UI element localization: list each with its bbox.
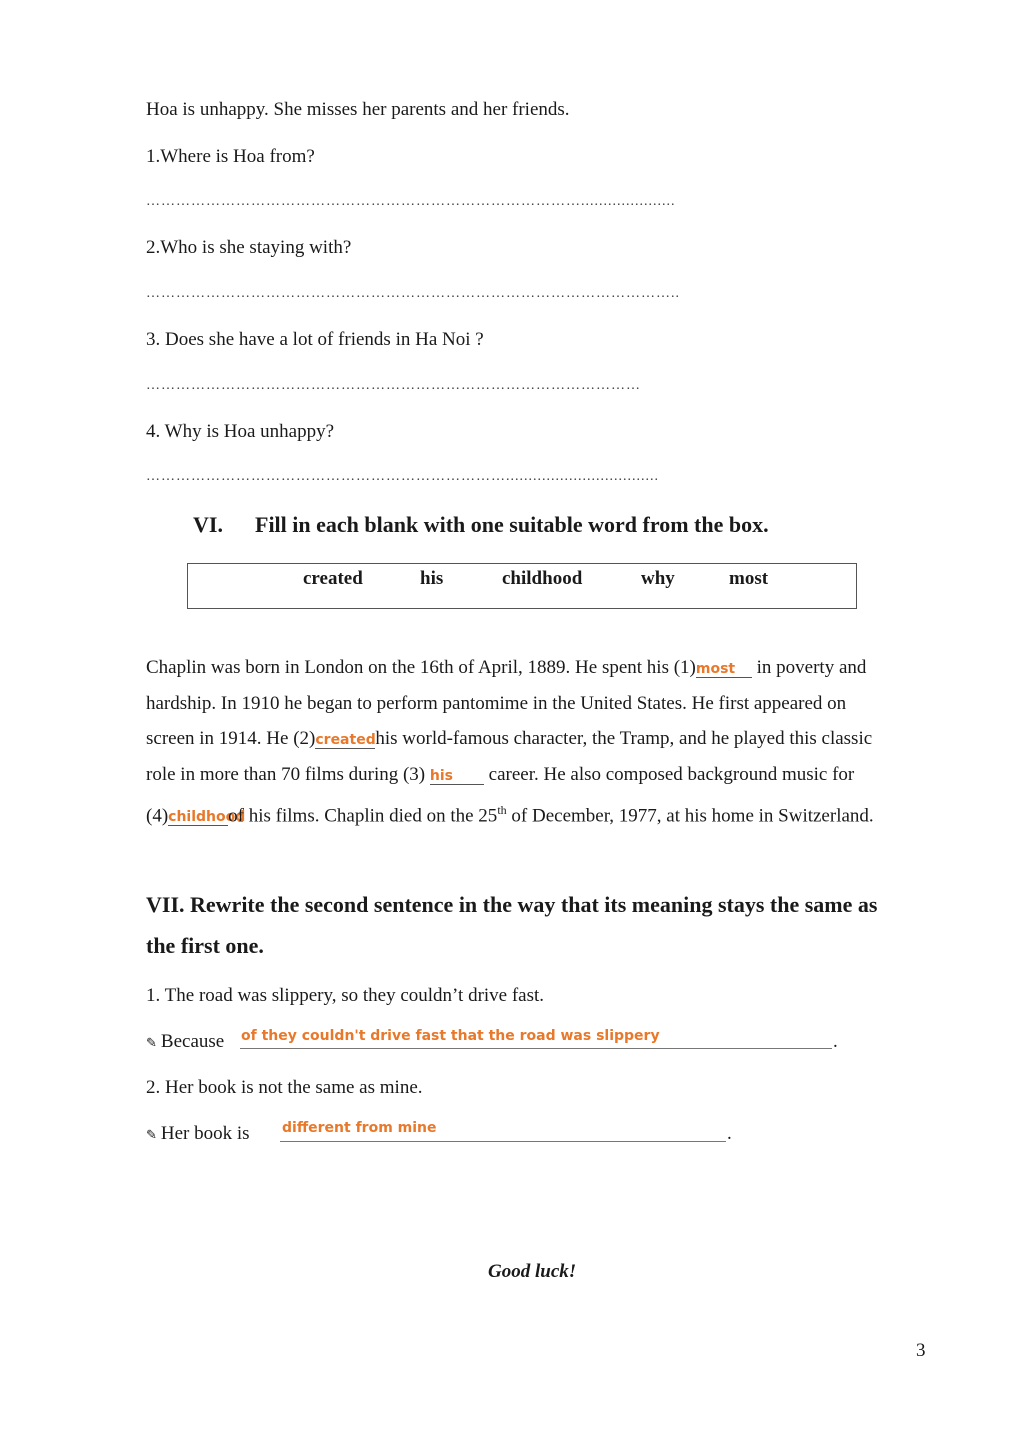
- answer-2: created: [315, 732, 376, 749]
- scissor-icon: ✎: [146, 1035, 157, 1050]
- blank-4[interactable]: [168, 808, 246, 826]
- word-box-item: why: [641, 568, 675, 589]
- section-6-number: VI.: [193, 512, 223, 537]
- rewrite-prefix-1: ✎ Because: [146, 1031, 225, 1052]
- word-box-item: created: [303, 568, 363, 589]
- answer-line-3[interactable]: ………………………………………………………………………………………: [146, 378, 641, 393]
- rewrite-line-1[interactable]: [240, 1048, 832, 1049]
- rewrite-sentence-1: 1. The road was slippery, so they couldn’t drive fast.: [146, 985, 545, 1006]
- answer-3: his: [429, 768, 453, 785]
- question-3: 3. Does she have a lot of friends in Ha Noi ?: [146, 329, 484, 350]
- word-box-item: childhood: [502, 568, 583, 589]
- word-box: [187, 563, 857, 609]
- intro-text: Hoa is unhappy. She misses her parents and her friends.: [146, 99, 570, 120]
- answer-line-4[interactable]: ………………………………………………………………..................................: [146, 469, 659, 484]
- question-4: 4. Why is Hoa unhappy?: [146, 421, 335, 442]
- question-2: 2.Who is she staying with?: [146, 237, 352, 258]
- word-box-item: his: [420, 568, 444, 589]
- period: .: [727, 1123, 732, 1144]
- scissor-icon: ✎: [146, 1127, 157, 1142]
- chaplin-passage: Chaplin was born in London on the 16th of April, 1889. He spent his (1)most in poverty and hardship. In 1910 he began to perform pantomime in the United States. He first appeared on screen in 1914. He (2)createdhis world-famous character, the Tramp, and he played this classic role in more than 70 films during (3) his career. He also composed background music for (4)childhoodof his films. Chaplin died on the 25th of December, 1977, at his home in Switzerland.: [146, 657, 874, 827]
- answer-line-2[interactable]: ……………………………………………………………………………………………..: [146, 286, 680, 301]
- answer-1: most: [695, 661, 736, 677]
- word-box-item: most: [729, 568, 769, 589]
- blank-2[interactable]: [315, 731, 375, 749]
- blank-3[interactable]: [430, 767, 484, 785]
- rewrite-line-2[interactable]: [280, 1141, 726, 1142]
- closing-text: Good luck!: [488, 1261, 577, 1282]
- section-6-title: Fill in each blank with one suitable word from the box.: [255, 512, 769, 537]
- rewrite-prefix-2: ✎ Her book is: [146, 1123, 250, 1144]
- page-number: 3: [916, 1340, 926, 1361]
- period: .: [833, 1031, 838, 1052]
- answer-line-1[interactable]: …………………………………………………………………………….....................: [146, 194, 676, 209]
- answer-4: childhood: [168, 809, 246, 826]
- question-1: 1.Where is Hoa from?: [146, 146, 315, 167]
- blank-1[interactable]: [696, 660, 752, 678]
- section-7-title: VII. Rewrite the second sentence in the way that its meaning stays the same as: [146, 892, 878, 917]
- rewrite-answer-1: of they couldn't drive fast that the road was slippery: [241, 1028, 660, 1044]
- section-7-title-cont: the first one.: [146, 933, 264, 958]
- rewrite-answer-2: different from mine: [282, 1120, 437, 1136]
- rewrite-sentence-2: 2. Her book is not the same as mine.: [146, 1077, 423, 1098]
